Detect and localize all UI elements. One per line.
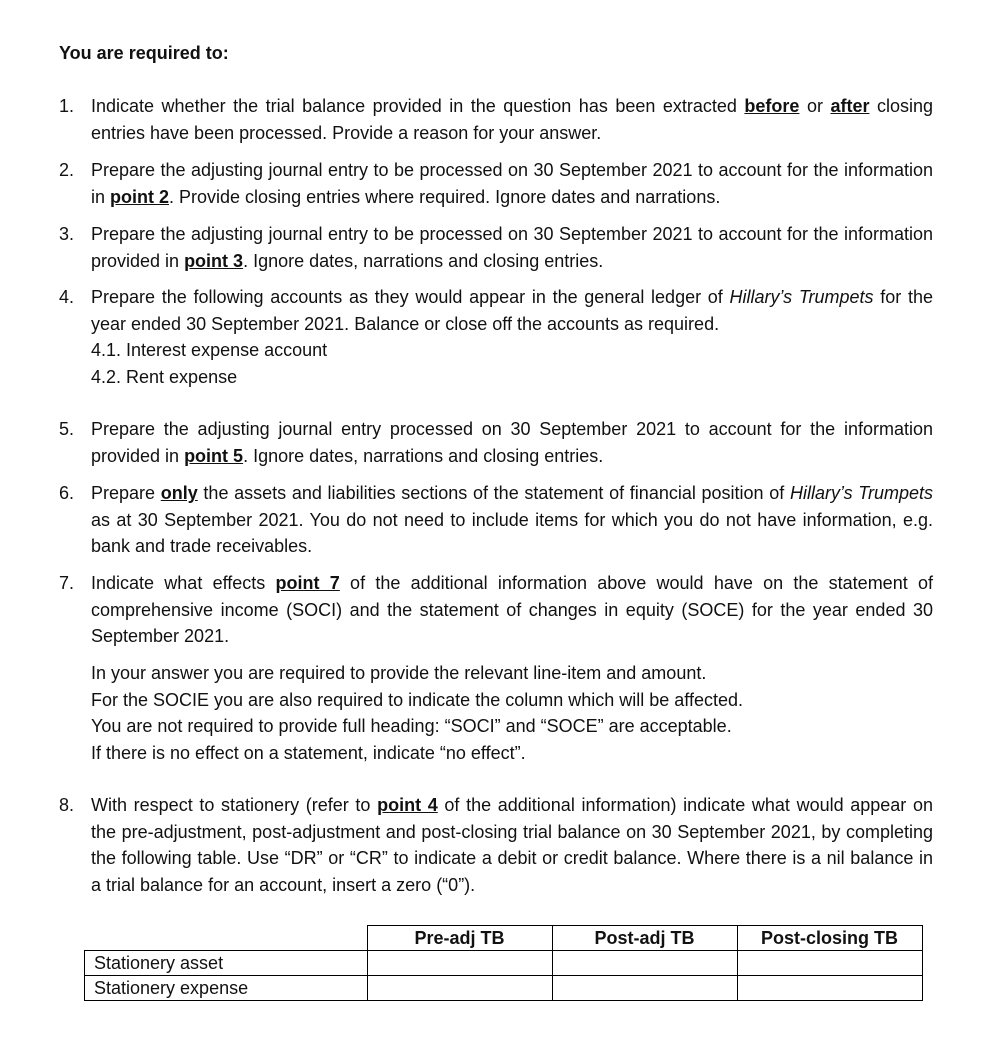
question-number: 7. [59, 573, 75, 593]
question-text: With respect to stationery (refer to point 4 of the additional information) indicate what would appear on the pre-adjustment, post-adjustment and post-closing trial balance on 30 September 2021, by completing the following table. Use “DR” or “CR” to indicate a debit or credit balance. Where there is a nil balance in a trial balance for an account, insert a zero (“0”). [91, 795, 933, 895]
note-line: For the SOCIE you are also required to indicate the column which will be affected. [91, 689, 744, 710]
answer-cell[interactable] [367, 976, 552, 1001]
entity-name: Hillary’s Trumpets [729, 287, 874, 307]
table-row [85, 976, 923, 1001]
answer-cell[interactable] [552, 951, 737, 976]
note-line: If there is no effect on a statement, indicate “no effect”. [91, 742, 526, 763]
point-reference: point 5 [184, 445, 244, 466]
question-text: Prepare the following accounts as they would appear in the general ledger of Hillary’s Trumpets for the year ended 30 September 2021. Balance or close off the accounts as required. [91, 287, 933, 334]
question-text: Indicate what effects point 7 of the additional information above would have on the statement of comprehensive income (SOCI) and the statement of changes in equity (SOCE) for the year ended 30 September 2021. [91, 573, 933, 646]
answer-cell[interactable] [367, 951, 552, 976]
table-row [85, 951, 923, 976]
question-number: 2. [59, 160, 75, 180]
question-5 [59, 416, 933, 469]
question-number: 1. [59, 96, 75, 116]
column-header: Post-closing TB [737, 926, 922, 951]
note-line: In your answer you are required to provide the relevant line-item and amount. [91, 663, 707, 683]
emphasis-only: only [160, 483, 198, 503]
question-number: 8. [59, 795, 75, 815]
entity-name: Hillary’s Trumpets [789, 483, 933, 503]
question-2 [59, 157, 933, 210]
question-text: Indicate whether the trial balance provided in the question has been extracted before or after closing entries have been processed. Provide a reason for your answer. [91, 96, 933, 143]
question-text: Prepare the adjusting journal entry to be processed on 30 September 2021 to account for the information in point 2. Provide closing entries where required. Ignore dates and narrations. [91, 160, 933, 207]
row-label: Stationery asset [85, 951, 368, 976]
question-number: 3. [59, 224, 75, 244]
sub-item-4-1: 4.1. Interest expense account [91, 340, 328, 360]
page-heading: You are required to: [59, 43, 229, 63]
question-text: Prepare the adjusting journal entry processed on 30 September 2021 to account for the information provided in point 5. Ignore dates, narrations and closing entries. [91, 419, 933, 466]
point-reference: point 2 [110, 186, 170, 207]
point-reference: point 4 [377, 795, 438, 815]
question-3 [59, 221, 933, 274]
question-7-notes [91, 660, 933, 766]
question-text: Prepare the adjusting journal entry to be processed on 30 September 2021 to account for the information provided in point 3. Ignore dates, narrations and closing entries. [91, 224, 933, 271]
question-4 [59, 284, 933, 390]
column-header: Post-adj TB [552, 926, 737, 951]
emphasis-after: after [830, 96, 870, 116]
question-1 [59, 93, 933, 146]
answer-cell[interactable] [737, 951, 922, 976]
empty-corner-cell [85, 926, 368, 951]
question-number: 6. [59, 483, 75, 503]
stationery-trial-balance-table [84, 925, 923, 1001]
point-reference: point 3 [184, 250, 244, 271]
point-reference: point 7 [275, 573, 340, 593]
question-6 [59, 480, 933, 560]
question-text: Prepare only the assets and liabilities sections of the statement of financial position of Hillary’s Trumpets as at 30 September 2021. You do not need to include items for which you do not have information, e.g. bank and trade receivables. [91, 483, 933, 556]
table-header-row [85, 926, 923, 951]
question-number: 5. [59, 419, 75, 439]
question-7 [59, 570, 933, 650]
sub-item-4-2: 4.2. Rent expense [91, 366, 238, 387]
note-line: You are not required to provide full heading: “SOCI” and “SOCE” are acceptable. [91, 716, 732, 736]
answer-cell[interactable] [552, 976, 737, 1001]
question-number: 4. [59, 287, 75, 307]
question-8 [59, 792, 933, 898]
emphasis-before: before [744, 96, 800, 116]
answer-cell[interactable] [737, 976, 922, 1001]
row-label: Stationery expense [85, 976, 368, 1001]
column-header: Pre-adj TB [367, 926, 552, 951]
